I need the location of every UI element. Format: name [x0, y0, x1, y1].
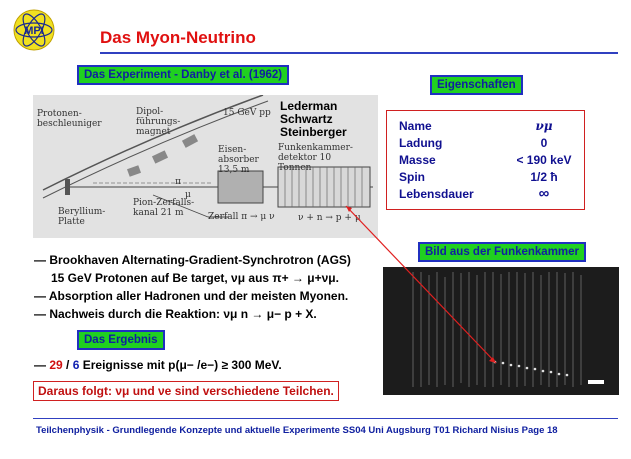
label-decay-channel: Pion-Zerfalls-kanal 21 m	[133, 198, 195, 218]
property-value: 1/2 ħ	[530, 170, 558, 184]
label-pi: π	[175, 177, 181, 187]
experiment-header: Das Experiment - Danby et al. (1962)	[77, 65, 289, 85]
result-line	[34, 358, 282, 372]
conclusion-box: Daraus folgt: νμ und νe sind verschiedene Teilchen.	[33, 381, 339, 401]
bullet-dash: —	[34, 253, 46, 267]
property-value: ∞	[538, 185, 550, 202]
bullet-text: Nachweis durch die Reaktion: νμ n → μ− p + X.	[49, 307, 317, 321]
property-key: Ladung	[399, 136, 443, 150]
bullet-dash: —	[34, 289, 46, 303]
bullet-line	[34, 253, 351, 267]
label-energy: 15 GeV p	[223, 108, 265, 118]
label-detector: Funkenkammer-detektor 10 Tonnen	[278, 143, 353, 173]
property-key: Spin	[399, 170, 425, 184]
label-accelerator: Protonen-beschleuniger	[37, 109, 102, 129]
footer-text: Teilchenphysik - Grundlegende Konzepte und aktuelle Experimente SS04 Uni Augsburg T01 Richard Nisius Page 18	[36, 425, 558, 436]
label-reaction: ν + n → p + μ	[298, 213, 361, 223]
property-key: Lebensdauer	[399, 187, 474, 201]
result-count-b: 6	[72, 358, 80, 372]
property-value: νμ	[535, 119, 553, 133]
bullet-line	[51, 271, 339, 285]
spark-chamber-header: Bild aus der Funkenkammer	[418, 242, 586, 262]
result-slash: /	[62, 358, 73, 372]
property-value: < 190 keV	[516, 153, 572, 167]
label-decay: Zerfall π → μ ν	[208, 212, 275, 222]
author-name: Schwartz	[280, 112, 333, 126]
author-name: Steinberger	[280, 125, 347, 139]
bullet-text: Absorption aller Hadronen und der meisten Myonen.	[48, 289, 349, 303]
bullet-dash: —	[34, 358, 46, 372]
properties-header: Eigenschaften	[430, 75, 523, 95]
page-title: Das Myon-Neutrino	[100, 28, 256, 47]
author-name: Lederman	[280, 99, 338, 113]
bullet-text: 15 GeV Protonen auf Be target, νμ aus π+ → μ+νμ.	[51, 271, 339, 285]
property-value: 0	[540, 136, 548, 150]
label-dipole: Dipol-führungs-magnet	[136, 107, 181, 137]
result-header: Das Ergebnis	[77, 330, 165, 350]
result-count-a: 29	[49, 358, 63, 372]
bullet-line	[34, 289, 348, 303]
label-target: Beryllium-Platte	[58, 207, 106, 227]
label-absorber: Eisen-absorber 13,5 m	[218, 145, 259, 175]
footer-divider	[33, 418, 618, 419]
bullet-text: Brookhaven Alternating-Gradient-Synchrotron (AGS)	[49, 253, 351, 267]
bullet-line	[34, 307, 317, 321]
property-key: Name	[399, 119, 432, 133]
property-key: Masse	[399, 153, 436, 167]
label-mu: μ	[185, 190, 191, 200]
label-p: p	[265, 108, 271, 118]
bullet-dash: —	[34, 307, 46, 321]
logo-text: MPI	[24, 25, 44, 37]
result-text: Ereignisse mit p(μ− /e−) ≥ 300 MeV.	[82, 358, 282, 372]
